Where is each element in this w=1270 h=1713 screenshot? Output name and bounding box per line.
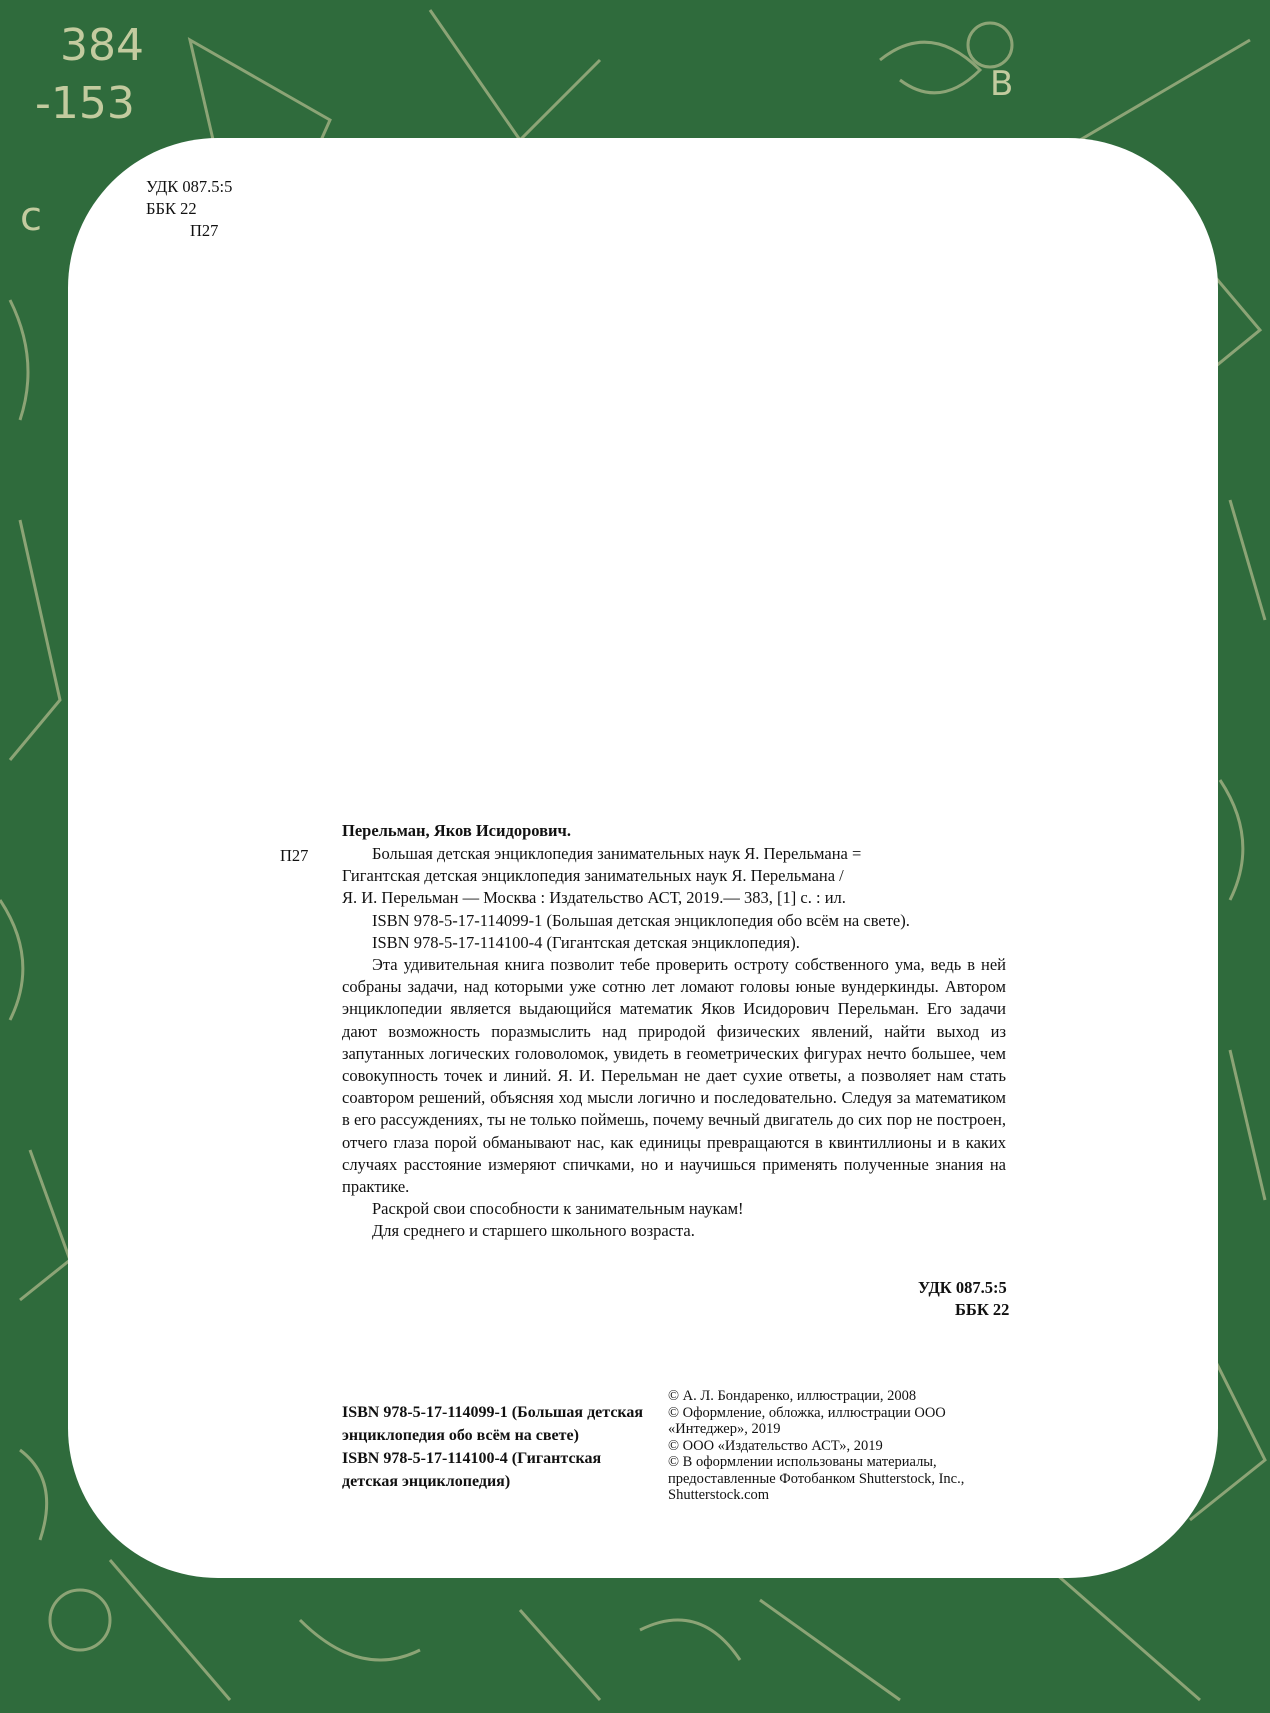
copyright-block (668, 1388, 1028, 1504)
isbn-line: ISBN 978-5-17-114100-4 (Гигантская детская энциклопедия). (372, 932, 800, 952)
top-cutter: П27 (190, 221, 219, 240)
isbn-line: ISBN 978-5-17-114099-1 (Большая детская энциклопедия обо всём на свете). (372, 910, 910, 930)
copyright-line: © А. Л. Бондаренко, иллюстрации, 2008 (668, 1388, 917, 1404)
card-bbk: ББК 22 (955, 1300, 1010, 1319)
top-bbk: ББК 22 (146, 199, 197, 218)
isbn-bold-line: ISBN 978-5-17-114100-4 (Гигантская детская энциклопедия) (342, 1450, 602, 1490)
doodle-text: В (990, 64, 1014, 104)
annotation: Эта удивительная книга позволит тебе проверить остроту собственного ума, ведь в ней собраны задачи, над которыми уже сотню лет ломают головы юные вундеркинды. Автором энциклопедии является выдающийся математик Яков Исидорович Перельман. Его задачи дают возможность поразмыслить над природой физических явлений, найти выход из запутанных логических головоломок, увидеть в геометрических фигурах нечто большее, чем совокупность точек и линий. Я. И. Перельман не дает сухие ответы, а позволяет нам стать соавтором решений, объясняя ход мысли логично и последовательно. Следуя за математиком в его рассуждениях, ты не только поймешь, почему вечный двигатель до сих пор не построен, отчего глаза порой обманывают нас, как единицы превращаются в квинтиллионы и в каких случаях расстояние измеряют спичками, но и научишься применять полученные знания на практике. (342, 955, 1006, 1197)
copyright-line: © В оформлении использованы материалы, предоставленные Фотобанком Shutterstock, Inc., Shutterstock.com (668, 1454, 965, 1503)
top-udk: УДК 087.5:5 (146, 177, 233, 196)
card-cutter: П27 (280, 846, 309, 865)
audience: Для среднего и старшего школьного возраста. (372, 1221, 695, 1241)
isbn-bold-line: ISBN 978-5-17-114099-1 (Большая детская энциклопедия обо всём на свете) (342, 1404, 644, 1444)
copyright-line: © Оформление, обложка, иллюстрации ООО «Интеджер», 2019 (668, 1404, 946, 1437)
title-line: Гигантская детская энциклопедия занимательных наук Я. Перельмана / (342, 866, 844, 886)
doodle-text: 384 (60, 20, 144, 71)
slogan: Раскрой свои способности к занимательным наукам! (372, 1199, 744, 1219)
title-line: Большая детская энциклопедия занимательных наук Я. Перельмана = (372, 844, 862, 863)
card-udk: УДК 087.5:5 (918, 1278, 1007, 1297)
author-heading: Перельман, Яков Исидорович. (342, 821, 571, 840)
title-line: Я. И. Перельман — Москва : Издательство АСТ, 2019.— 383, [1] с. : ил. (342, 888, 846, 908)
doodle-text: с (20, 194, 42, 240)
isbn-block (342, 1401, 652, 1493)
doodle-text: -153 (35, 78, 135, 129)
catalog-card-body (342, 843, 1006, 1243)
copyright-line: © ООО «Издательство АСТ», 2019 (668, 1437, 883, 1454)
